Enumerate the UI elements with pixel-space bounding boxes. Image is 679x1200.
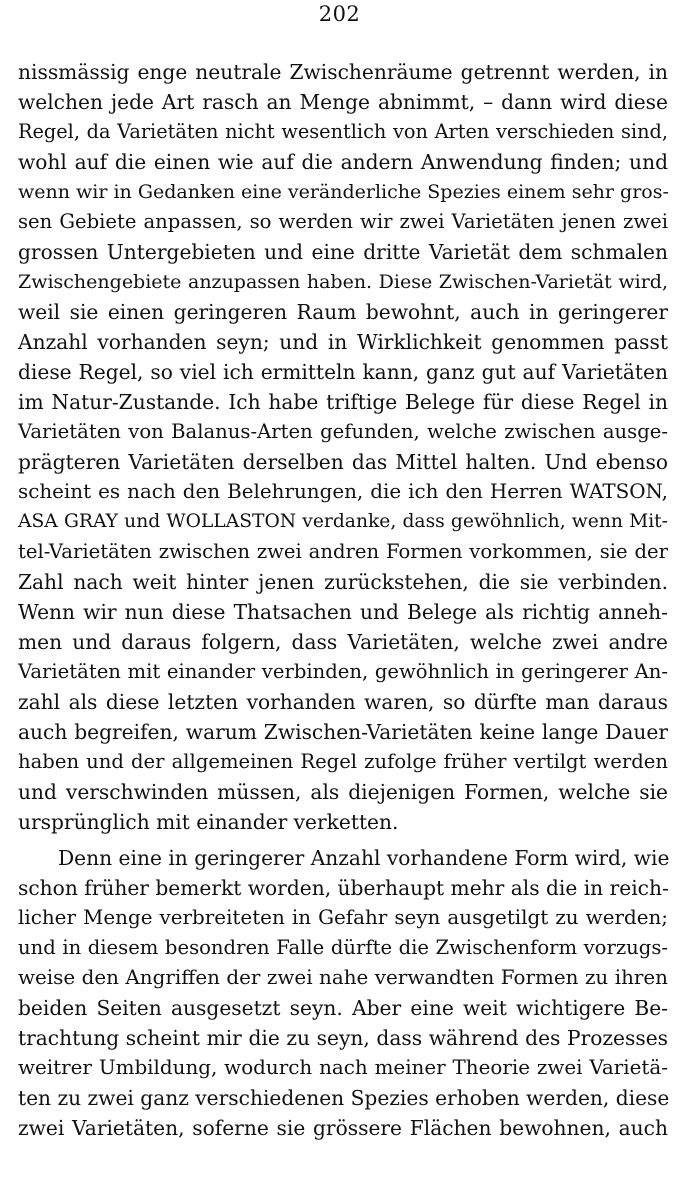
text-line: licher Menge verbreiteten in Gefahr seyn ausgetilgt zu werden; — [18, 906, 668, 929]
text-line: trachtung scheint mir die zu seyn, dass während des Prozesses — [18, 1026, 668, 1050]
text-line: tel-Varietäten zwischen zwei andren Formen vorkommen, sie der — [18, 540, 668, 563]
text-line: haben und der allgemeinen Regel zufolge früher vertilgt werden — [18, 750, 668, 773]
page-number: 202 — [318, 2, 361, 26]
text-line: auch begreifen, warum Zwischen-Varietäten keine lange Dauer — [18, 720, 668, 744]
paragraph-end-line: ursprünglich mit einander verketten. — [18, 810, 399, 834]
text-line: Zahl nach weit hinter jenen zurückstehen, die sie verbinden. — [18, 570, 668, 594]
text-line: schon früher bemerkt worden, überhaupt mehr als die in reich- — [18, 876, 669, 900]
text-line: Wenn wir nun diese Thatsachen und Belege als richtig anneh- — [18, 600, 668, 624]
text-line: Varietäten von Balanus-Arten gefunden, welche zwischen ausge- — [18, 420, 668, 443]
text-line: und in diesem besondren Falle dürfte die Zwischenform vorzugs- — [18, 936, 668, 959]
text-line: weil sie einen geringeren Raum bewohnt, auch in geringerer — [18, 300, 668, 324]
text-line: beiden Seiten ausgesetzt seyn. Aber eine weit wichtigere Be- — [18, 996, 668, 1020]
text-line: welchen jede Art rasch an Menge abnimmt, – dann wird diese — [18, 90, 668, 114]
text-line: weise den Angriffen der zwei nahe verwandten Formen zu ihren — [18, 966, 668, 989]
text-line: weitrer Umbildung, wodurch nach meiner Theorie zwei Varietä- — [18, 1056, 668, 1079]
text-line: Varietäten mit einander verbinden, gewöhnlich in geringerer An- — [18, 660, 668, 683]
text-line: im Natur-Zustande. Ich habe triftige Belege für diese Regel in — [18, 390, 668, 414]
text-line: men und daraus folgern, dass Varietäten, welche zwei andre — [18, 630, 668, 654]
text-line: Zwischengebiete anzupassen haben. Diese Zwischen-Varietät wird, — [18, 271, 668, 293]
text-line: grossen Untergebieten und eine dritte Varietät dem schmalen — [18, 240, 668, 264]
text-line: Anzahl vorhanden seyn; und in Wirklichkeit genommen passt — [18, 330, 668, 354]
text-line: scheint es nach den Belehrungen, die ich den Herren WATSON, — [18, 480, 668, 503]
text-line: zahl als diese letzten vorhanden waren, so dürfte man daraus — [18, 690, 668, 714]
text-line: wohl auf die einen wie auf die andern Anwendung finden; und — [18, 150, 668, 174]
text-line: Regel, da Varietäten nicht wesentlich von Arten verschieden sind, — [18, 120, 668, 143]
text-line: zwei Varietäten, soferne sie grössere Flächen bewohnen, auch — [18, 1116, 668, 1140]
text-line: prägteren Varietäten derselben das Mittel halten. Und ebenso — [18, 450, 668, 474]
text-line: sen Gebiete anpassen, so werden wir zwei Varietäten jenen zwei — [18, 210, 668, 233]
text-line: wenn wir in Gedanken eine veränderliche Spezies einem sehr gros- — [18, 181, 669, 203]
text-line: ASA GRAY und WOLLASTON verdanke, dass gewöhnlich, wenn Mit- — [18, 511, 668, 532]
text-line: nissmässig enge neutrale Zwischenräume getrennt werden, in — [18, 60, 668, 84]
paragraph-start-line: Denn eine in geringerer Anzahl vorhandene Form wird, wie — [58, 846, 670, 870]
text-line: diese Regel, so viel ich ermitteln kann, ganz gut auf Varietäten — [18, 360, 668, 384]
text-line: und verschwinden müssen, als diejenigen Formen, welche sie — [18, 780, 668, 804]
text-line: ten zu zwei ganz verschiedenen Spezies erhoben werden, diese — [18, 1086, 670, 1110]
